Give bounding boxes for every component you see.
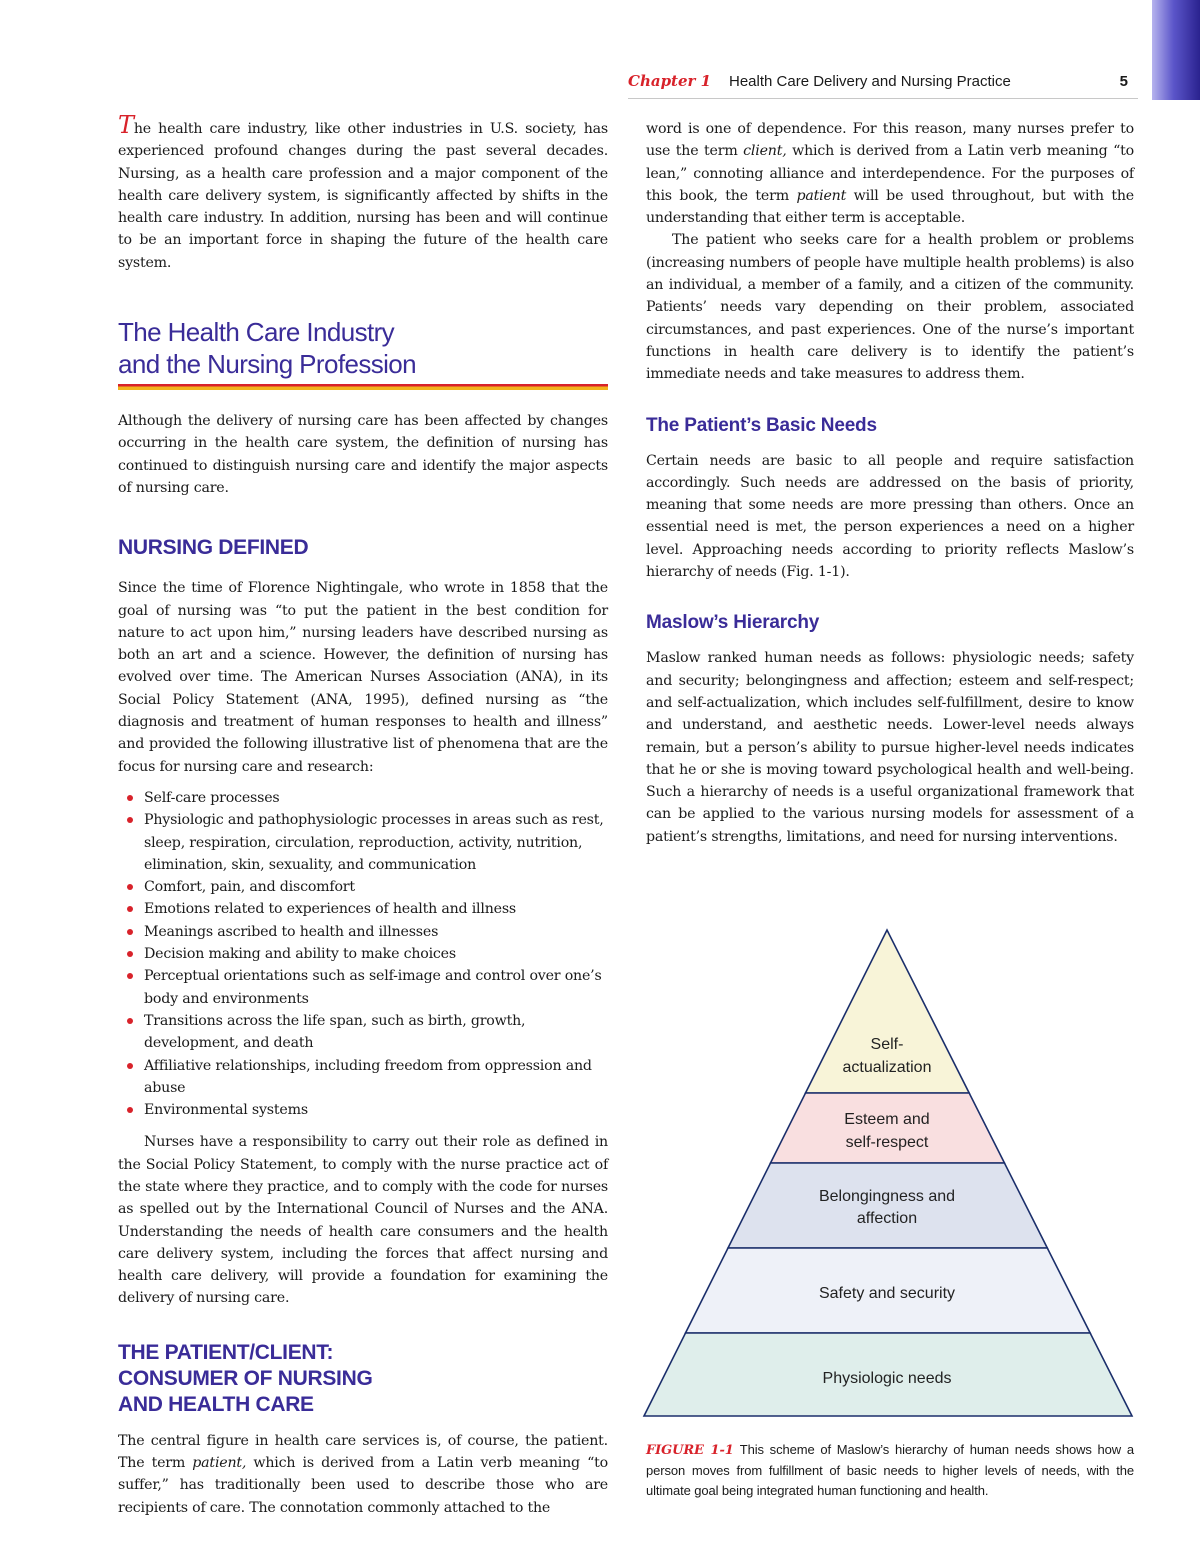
- chapter-edge-tab: [1152, 0, 1200, 100]
- maslow-pyramid-figure: [642, 928, 1134, 1418]
- tier-label-belong-2: affection: [856, 1210, 918, 1227]
- nursing-defined-paragraph: Since the time of Florence Nightingale, who wrote in 1858 that the goal of nursing was “to put the patient in the best condition for nature to act upon him,” nursing leaders have described nursing as both an art and a science. However, the definition of nursing has evolved over time. The American Nurses Association (ANA), in its Social Policy Statement (ANA, 1995), defined nursing as “the diagnosis and treatment of human responses to health and illness” and provided the following illustrative list of phenomena that are the focus for nursing care and research:: [118, 580, 608, 775]
- list-item: [118, 787, 608, 809]
- nursing-defined-heading: NURSING DEFINED: [118, 536, 309, 560]
- list-item-text: Environmental systems: [144, 1102, 308, 1119]
- bullet-icon: [127, 951, 133, 957]
- list-item: [118, 1010, 608, 1055]
- drop-cap: T: [118, 111, 134, 139]
- tier-belongingness: [728, 1163, 1047, 1248]
- chapter-title: Health Care Delivery and Nursing Practice: [729, 73, 1011, 90]
- list-item: [118, 898, 608, 920]
- bullet-icon: [127, 1063, 133, 1069]
- list-item: [118, 809, 608, 876]
- list-item: [118, 965, 608, 1010]
- major-heading-line-1: The Health Care Industry: [118, 317, 395, 348]
- list-item: [118, 1099, 608, 1121]
- list-item-text: Transitions across the life span, such as birth, growth, development, and death: [144, 1012, 526, 1052]
- bullet-icon: [127, 973, 133, 979]
- consumer-heading-line-3: AND HEALTH CARE: [118, 1392, 314, 1416]
- tier-esteem: [771, 1093, 1005, 1163]
- consumer-heading-line-1: THE PATIENT/CLIENT:: [118, 1340, 334, 1364]
- tier-label-self-2: actualization: [842, 1059, 932, 1076]
- maslow-heading: Maslow’s Hierarchy: [646, 612, 820, 634]
- bullet-icon: [127, 817, 133, 823]
- client-emphasis: client,: [743, 143, 787, 160]
- figure-caption-text: This scheme of Maslow’s hierarchy of human needs shows how a person moves from fulfillment of basic needs to higher levels of needs, with the ultimate goal being integrated human functioning and health.: [646, 1442, 1134, 1498]
- bullet-icon: [127, 795, 133, 801]
- page-number: 5: [1119, 73, 1128, 90]
- running-head: [628, 72, 1138, 99]
- list-item: [118, 921, 608, 943]
- consumer-heading-line-2: CONSUMER OF NURSING: [118, 1366, 373, 1390]
- left-column: [118, 111, 608, 1519]
- continued-text-c: will be used throughout, but with the understanding that either term is acceptable.: [646, 187, 1134, 227]
- list-item-text: Physiologic and pathophysiologic processes in areas such as rest, sleep, respiration, circulation, reproduction, activity, nutrition, elimination, skin, sexuality, and communication: [144, 812, 604, 873]
- tier-label-self-1: Self-: [870, 1036, 904, 1053]
- tier-label-physiologic: Physiologic needs: [822, 1370, 952, 1387]
- major-heading: [118, 316, 608, 380]
- continued-text-b: which is derived from a Latin verb meaning “to lean,” connoting alliance and interdependence. For the purposes of this book, the term: [646, 143, 1135, 204]
- consumer-emphasis: patient,: [192, 1455, 247, 1472]
- list-item-text: Decision making and ability to make choices: [144, 946, 456, 963]
- maslow-paragraph: Maslow ranked human needs as follows: physiologic needs; safety and security; belongingness and affection; esteem and self-respect; and self-actualization, which includes self-fulfillment, desire to know and understand, and aesthetic needs. Lower-level needs always remain, but a person’s ability to pursue higher-level needs indicates that he or she is moving toward psychological health and well-being. Such a hierarchy of needs is a useful organizational framework that can be applied to the various nursing models for assessment of a patient’s strengths, limitations, and need for nursing interventions.: [646, 650, 1134, 845]
- figure-label: FIGURE 1-1: [646, 1443, 734, 1458]
- basic-needs-paragraph: Certain needs are basic to all people and require satisfaction accordingly. Such needs are addressed on the basis of priority, meaning that some needs are more pressing than others. Once an essential need is met, the person experiences a need on a higher level. Approaching needs according to priority reflects Maslow’s hierarchy of needs (Fig. 1-1).: [646, 452, 1134, 581]
- continued-text-a: word is one of dependence. For this reason, many nurses prefer to use the term: [646, 121, 1134, 160]
- list-item-text: Self-care processes: [144, 789, 280, 806]
- consumer-heading: [118, 1340, 608, 1418]
- list-item: [118, 876, 608, 898]
- consumer-paragraph: [118, 1430, 608, 1519]
- intro-paragraph: [118, 111, 608, 274]
- list-item: [118, 1055, 608, 1100]
- responsibility-paragraph: Nurses have a responsibility to carry out their role as defined in the Social Policy Statement, to comply with the nurse practice act of the state where they practice, and to comply with the code for nurses as spelled out by the International Council of Nurses and the ANA. Understanding the needs of health care consumers and the health care delivery system, including the forces that affect nursing and health care delivery, will provide a foundation for examining the delivery of nursing care.: [118, 1134, 608, 1307]
- list-item-text: Affiliative relationships, including freedom from oppression and abuse: [144, 1057, 592, 1096]
- phenomena-list: [118, 787, 608, 1121]
- list-item-text: Emotions related to experiences of health and illness: [144, 901, 517, 918]
- basic-needs-heading: The Patient’s Basic Needs: [646, 414, 877, 436]
- list-item-text: Meanings ascribed to health and illnesses: [144, 923, 439, 940]
- list-item: [118, 943, 608, 965]
- major-heading-line-2: and the Nursing Profession: [118, 349, 417, 380]
- right-column: [646, 118, 1134, 848]
- continued-paragraph: [646, 118, 1134, 229]
- tier-label-esteem-1: Esteem and: [844, 1111, 930, 1128]
- patient-paragraph: The patient who seeks care for a health problem or problems (increasing numbers of people have multiple health problems) is also an individual, a member of a family, and a citizen of the community. Patients’ needs vary depending on their problem, associated circumstances, and past experiences. One of the nurse’s important functions in health care delivery is to identify the patient’s immediate needs and take measures to address them.: [646, 232, 1134, 383]
- bullet-icon: [127, 884, 133, 890]
- chapter-label: Chapter 1: [628, 72, 712, 90]
- bullet-icon: [127, 1107, 133, 1113]
- figure-caption: [646, 1440, 1134, 1501]
- consumer-text-a: The central figure in health care services is, of course, the patient. The term: [118, 1432, 608, 1472]
- bullet-icon: [127, 929, 133, 935]
- consumer-text-b: which is derived from a Latin verb meaning “to suffer,” has traditionally been used to describe those who are recipients of care. The connotation commonly attached to the: [118, 1455, 608, 1516]
- patient-emphasis: patient: [796, 187, 847, 204]
- major-section-paragraph: Although the delivery of nursing care has been affected by changes occurring in the health care system, the definition of nursing has continued to distinguish nursing care and identify the major aspects of nursing care.: [118, 413, 608, 496]
- tier-label-esteem-2: self-respect: [845, 1134, 929, 1151]
- tier-label-belong-1: Belongingness and: [818, 1188, 956, 1205]
- list-item-text: Comfort, pain, and discomfort: [144, 879, 355, 896]
- intro-text: he health care industry, like other industries in U.S. society, has experienced profound changes during the past several decades. Nursing, as a health care profession and a major component of the health care delivery system, is significantly affected by shifts in the health care industry. In addition, nursing has been and will continue to be an important force in shaping the future of the health care system.: [118, 121, 608, 271]
- list-item-text: Perceptual orientations such as self-image and control over one’s body and environments: [144, 968, 602, 1007]
- maslow-pyramid: [642, 928, 1134, 1418]
- bullet-icon: [127, 906, 133, 912]
- tier-label-safety: Safety and security: [818, 1285, 956, 1302]
- bullet-icon: [127, 1018, 133, 1024]
